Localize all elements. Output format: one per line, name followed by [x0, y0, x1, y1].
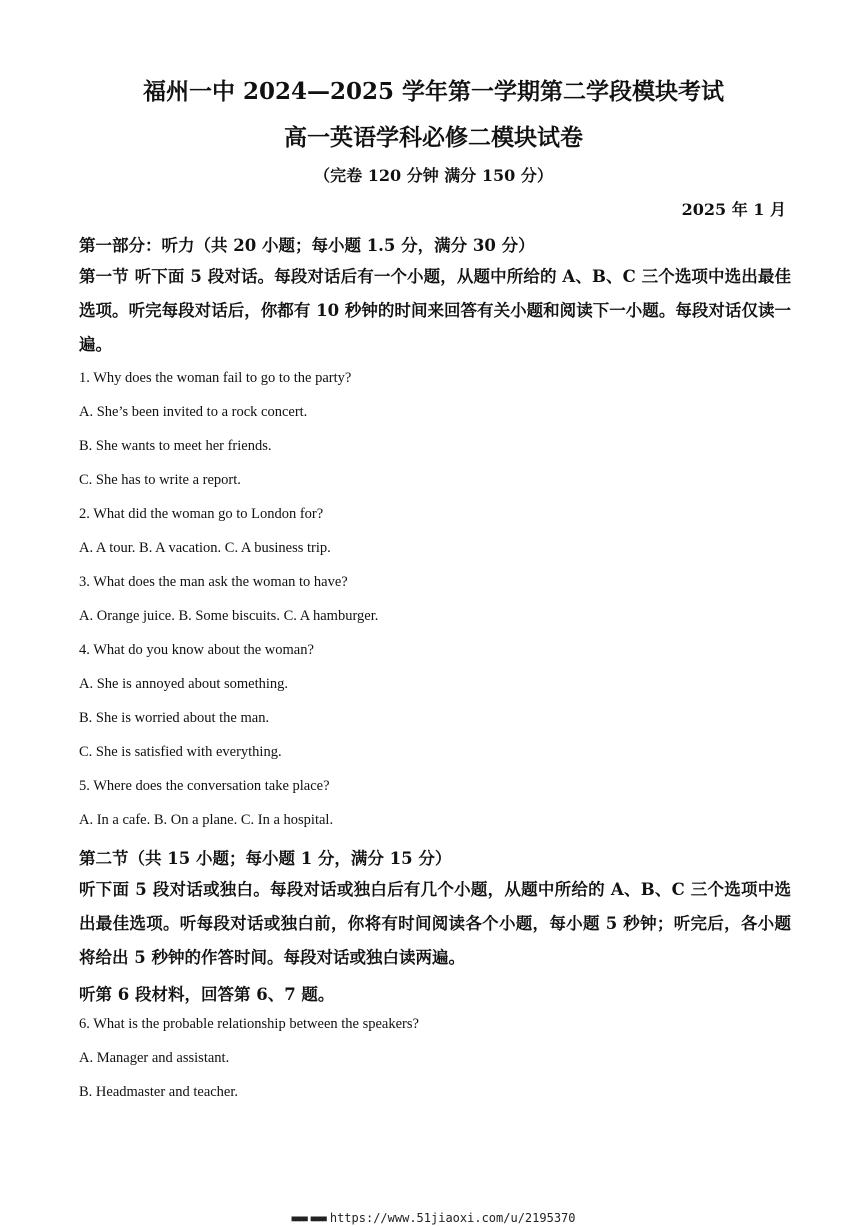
- footer-watermark: [0, 1211, 867, 1225]
- q3-stem: 3. What does the man ask the woman to have?: [79, 574, 348, 590]
- q1-option-a: A. She’s been invited to a rock concert.: [79, 404, 308, 420]
- exam-info: （完卷 120 分钟 满分 150 分）: [314, 166, 553, 185]
- q2-options: A. A tour. B. A vacation. C. A business trip.: [79, 540, 331, 556]
- q4-option-a: A. She is annoyed about something.: [79, 676, 289, 692]
- section1-instructions: 第一节 听下面 5 段对话。每段对话后有一个小题，从题中所给的 A、B、C 三个选项中选出最佳选项。听完每段对话后，你都有 10 秒钟的时间来回答有关小题和阅读下一小题。每段对话仅读一遍。: [79, 267, 791, 354]
- q4-option-b: B. She is worried about the man.: [79, 710, 270, 726]
- q1-option-c: C. She has to write a report.: [79, 472, 241, 488]
- q1-stem: 1. Why does the woman fail to go to the party?: [79, 370, 352, 386]
- q6-option-a: A. Manager and assistant.: [79, 1050, 230, 1066]
- exam-subtitle: 高一英语学科必修二模块试卷: [284, 124, 583, 151]
- q4-stem: 4. What do you know about the woman?: [79, 642, 314, 658]
- section2-heading: 第二节（共 15 小题；每小题 1 分，满分 15 分）: [79, 849, 452, 868]
- section2-instructions: 听下面 5 段对话或独白。每段对话或独白后有几个小题，从题中所给的 A、B、C 三个选项中选出最佳选项。听每段对话或独白前，你将有时间阅读各个小题，每小题 5 秒钟；听完后，各小题将给出 5 秒钟的作答时间。每段对话或独白读两遍。: [79, 880, 791, 967]
- q3-options: A. Orange juice. B. Some biscuits. C. A hamburger.: [79, 608, 379, 624]
- q1-option-b: B. She wants to meet her friends.: [79, 438, 272, 454]
- material6-heading: 听第 6 段材料，回答第 6、7 题。: [79, 985, 335, 1004]
- q5-stem: 5. Where does the conversation take place?: [79, 778, 330, 794]
- q4-option-c: C. She is satisfied with everything.: [79, 744, 282, 760]
- part1-heading: 第一部分：听力（共 20 小题；每小题 1.5 分，满分 30 分）: [79, 236, 535, 255]
- q5-options: A. In a cafe. B. On a plane. C. In a hospital.: [79, 812, 334, 828]
- exam-date: 2025 年 1 月: [681, 200, 786, 219]
- footer-stamp: ■■■■ ■■■■: [291, 1214, 326, 1223]
- q2-stem: 2. What did the woman go to London for?: [79, 506, 324, 522]
- q6-stem: 6. What is the probable relationship between the speakers?: [79, 1016, 419, 1032]
- footer-url[interactable]: https://www.51jiaoxi.com/u/2195370: [329, 1211, 576, 1225]
- q6-option-b: B. Headmaster and teacher.: [79, 1084, 239, 1100]
- exam-title: 福州一中 2024—2025 学年第一学期第二学段模块考试: [142, 78, 725, 105]
